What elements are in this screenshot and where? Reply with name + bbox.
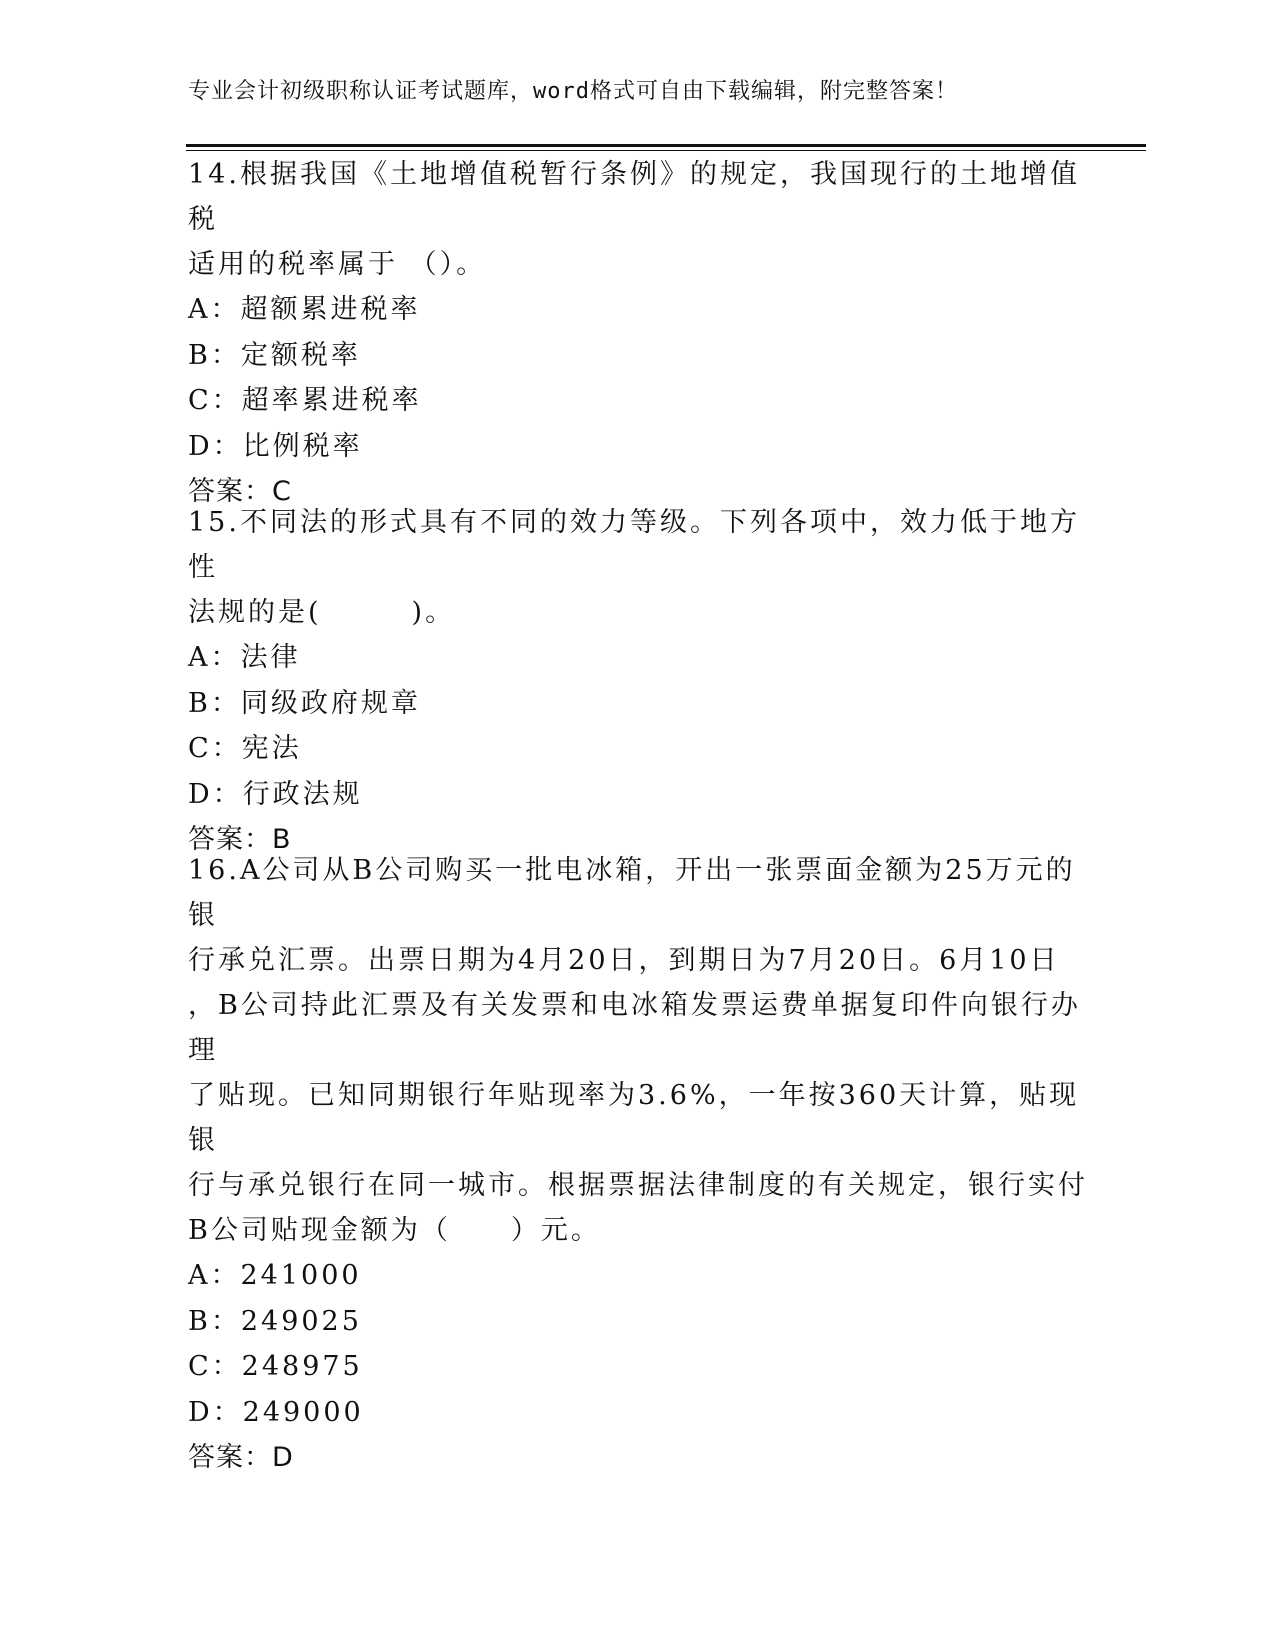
option-d: D：249000 bbox=[188, 1396, 364, 1428]
header-rule-thick bbox=[186, 144, 1146, 147]
question-stem-line: 法规的是( )。 bbox=[188, 597, 456, 628]
option-a: A：法律 bbox=[188, 642, 301, 673]
answer: 答案：C bbox=[188, 476, 292, 507]
option-a: A：241000 bbox=[188, 1260, 362, 1291]
question-stem-line: 14.根据我国《土地增值税暂行条例》的规定，我国现行的土地增值税 bbox=[188, 159, 1080, 235]
option-b: B：定额税率 bbox=[188, 339, 361, 371]
option-d: D：比例税率 bbox=[188, 430, 363, 462]
question-stem-line: 适用的税率属于 （）。 bbox=[188, 249, 487, 280]
question-stem-line: ，B公司持此汇票及有关发票和电冰箱发票运费单据复印件向银行办理 bbox=[188, 990, 1081, 1066]
question-stem bbox=[188, 500, 1088, 635]
question-16 bbox=[188, 848, 1088, 1480]
question-15 bbox=[188, 500, 1088, 862]
option-c: C：248975 bbox=[188, 1351, 363, 1382]
question-stem-line: 了贴现。已知同期银行年贴现率为3.6%，一年按360天计算，贴现银 bbox=[188, 1080, 1080, 1156]
option-c: C：宪法 bbox=[188, 733, 302, 764]
question-stem-line: 16.A公司从B公司购买一批电冰箱，开出一张票面金额为25万元的银 bbox=[188, 855, 1076, 931]
option-c: C：超率累进税率 bbox=[188, 385, 422, 416]
question-stem bbox=[188, 152, 1088, 287]
answer: 答案：D bbox=[188, 1442, 294, 1473]
question-stem-line: 行承兑汇票。出票日期为4月20日，到期日为7月20日。6月10日 bbox=[188, 945, 1060, 976]
question-stem-line: B公司贴现金额为（ ）元。 bbox=[188, 1215, 601, 1246]
question-14 bbox=[188, 152, 1088, 514]
header-rule-thin bbox=[186, 150, 1146, 151]
answer: 答案：B bbox=[188, 824, 292, 855]
option-d: D：行政法规 bbox=[188, 778, 363, 810]
question-stem-line: 15.不同法的形式具有不同的效力等级。下列各项中，效力低于地方性 bbox=[188, 507, 1080, 583]
option-b: B：249025 bbox=[188, 1305, 362, 1337]
document-header: 专业会计初级职称认证考试题库，word格式可自由下载编辑，附完整答案！ bbox=[188, 79, 958, 104]
option-a: A：超额累进税率 bbox=[188, 294, 421, 325]
option-b: B：同级政府规章 bbox=[188, 687, 421, 719]
question-stem-line: 行与承兑银行在同一城市。根据票据法律制度的有关规定，银行实付 bbox=[188, 1170, 1088, 1201]
question-stem bbox=[188, 848, 1088, 1253]
